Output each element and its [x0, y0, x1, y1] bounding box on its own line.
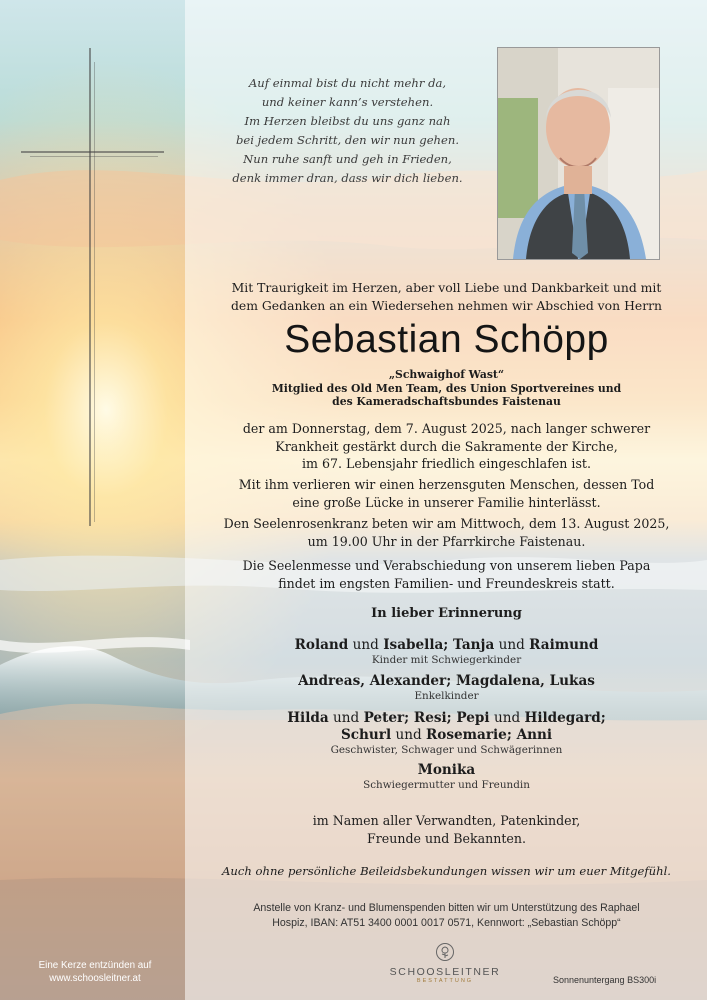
closing-text [200, 812, 693, 848]
mass-line: findet im engsten Familien- und Freundeskreis statt. [278, 575, 615, 591]
loss-line: Mit ihm verlieren wir einen herzensguten Menschen, dessen Tod [238, 477, 655, 492]
closing-line: Freunde und Bekannten. [367, 831, 526, 846]
nickname: „Schwaighof Wast“ [388, 368, 505, 381]
logo-name: SCHOOSLEITNER [389, 966, 501, 978]
cross-icon-shadow [94, 62, 95, 522]
family-name: Schurl [340, 727, 392, 743]
portrait-photo [497, 47, 660, 260]
poem-line: bei jedem Schritt, den wir nun gehen. [235, 133, 460, 147]
death-notice-line: der am Donnerstag, dem 7. August 2025, nach langer schwerer [242, 421, 651, 436]
loss-text [200, 476, 693, 511]
family-group-grandchildren [200, 673, 693, 703]
rosary-text [200, 515, 693, 550]
connector: und [333, 710, 360, 726]
cross-icon-bar [21, 151, 164, 153]
family-name: Raimund [529, 637, 599, 653]
family-role: Kinder mit Schwiegerkinder [371, 654, 522, 666]
deceased-name: Sebastian Schöpp [284, 318, 609, 361]
family-name: Rosemarie; Anni [426, 727, 553, 743]
connector: und [352, 637, 379, 653]
donation-text [200, 901, 693, 930]
membership-line: Mitglied des Old Men Team, des Union Sportvereines und [271, 381, 622, 395]
family-name: Monika [417, 762, 476, 778]
poem-line: Auf einmal bist du nicht mehr da, [248, 76, 447, 90]
connector: und [493, 710, 521, 726]
family-name: Hildegard; [524, 710, 606, 726]
mass-text [200, 557, 693, 592]
cross-icon [89, 48, 91, 526]
family-group-mother-in-law [200, 762, 693, 792]
family-name: Andreas, Alexander; Magdalena, Lukas [298, 673, 595, 689]
theme-code: Sonnenuntergang BS300i [553, 975, 657, 985]
death-notice-line: Krankheit gestärkt durch die Sakramente der Kirche, [275, 438, 618, 454]
poem-line: denk immer dran, dass wir dich lieben. [232, 171, 463, 185]
rose-icon [435, 942, 455, 962]
rosary-line: um 19.00 Uhr in der Pfarrkirche Faistenau. [307, 533, 586, 549]
intro-line: Mit Traurigkeit im Herzen, aber voll Liebe und Dankbarkeit und mit [231, 280, 662, 295]
family-role: Enkelkinder [414, 690, 479, 702]
intro-text [200, 279, 693, 315]
logo-subtitle: BESTATTUNG [416, 978, 474, 984]
memory-heading: In lieber Erinnerung [371, 606, 522, 621]
connector: und [395, 727, 422, 743]
family-name: Peter; Resi; Pepi [363, 710, 490, 726]
death-notice [200, 420, 693, 473]
family-group-siblings [200, 710, 693, 757]
candle-text: Eine Kerze entzünden auf [38, 960, 152, 971]
funeral-home-logo [385, 942, 505, 984]
candle-url[interactable]: www.schoosleitner.at [49, 973, 141, 984]
donation-line: Anstelle von Kranz- und Blumenspenden bitten wir um Unterstützung des Raphael [253, 902, 640, 914]
membership-line: des Kameradschaftsbundes Faistenau [332, 395, 561, 408]
poem-line: und keiner kann’s verstehen. [261, 95, 434, 109]
memorial-poem [205, 74, 490, 188]
family-name: Roland [294, 637, 349, 653]
intro-line: dem Gedanken an ein Wiedersehen nehmen wir Abschied von Herrn [230, 298, 663, 313]
death-notice-line: im 67. Lebensjahr friedlich eingeschlafen ist. [302, 456, 591, 471]
family-name: Hilda [287, 710, 329, 726]
connector: und [498, 637, 525, 653]
donation-line: Hospiz, IBAN: AT51 3400 0001 0017 0571, Kennwort: „Sebastian Schöpp“ [272, 916, 621, 929]
cross-icon-shadow-bar [30, 156, 158, 157]
family-role: Geschwister, Schwager und Schwägerinnen [330, 744, 563, 756]
affiliations [200, 368, 693, 409]
rosary-line: Den Seelenrosenkranz beten wir am Mittwoch, dem 13. August 2025, [223, 516, 670, 531]
family-group-children [200, 637, 693, 667]
closing-line: im Namen aller Verwandten, Patenkinder, [312, 813, 581, 828]
condolence-note: Auch ohne persönliche Beileidsbekundungen wissen wir um euer Mitgefühl. [222, 864, 671, 878]
family-name: Isabella; Tanja [383, 637, 495, 653]
candle-link[interactable] [10, 959, 180, 985]
poem-line: Im Herzen bleibst du uns ganz nah [244, 114, 451, 128]
family-role: Schwiegermutter und Freundin [363, 779, 530, 791]
loss-line: eine große Lücke in unserer Familie hinterlässt. [292, 494, 601, 510]
mass-line: Die Seelenmesse und Verabschiedung von unserem lieben Papa [242, 558, 651, 573]
poem-line: Nun ruhe sanft und geh in Frieden, [243, 152, 452, 166]
